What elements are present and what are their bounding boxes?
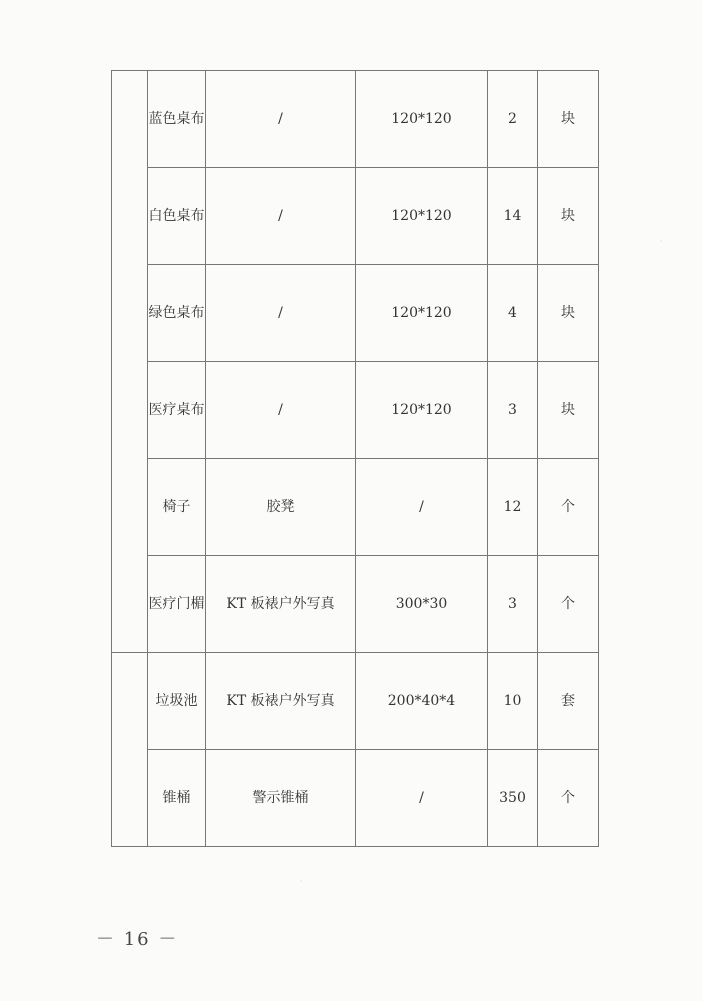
item-size-cell: / [356, 750, 488, 847]
group-cell [112, 362, 148, 459]
item-name-cell: 蓝色桌布 [148, 71, 206, 168]
group-cell [112, 556, 148, 653]
item-spec-cell: 胶凳 [206, 459, 356, 556]
item-name-cell: 垃圾池 [148, 653, 206, 750]
table-row [112, 750, 599, 847]
item-unit-cell: 块 [538, 362, 599, 459]
item-unit-cell: 个 [538, 750, 599, 847]
item-spec-cell: KT 板裱户外写真 [206, 653, 356, 750]
item-name-cell: 医疗桌布 [148, 362, 206, 459]
group-cell [112, 750, 148, 847]
group-cell [112, 265, 148, 362]
item-qty-cell: 4 [488, 265, 538, 362]
item-unit-cell: 块 [538, 265, 599, 362]
item-size-cell: 120*120 [356, 71, 488, 168]
item-spec-cell: / [206, 168, 356, 265]
page-number: － 16 － [96, 929, 179, 950]
item-qty-cell: 12 [488, 459, 538, 556]
table-row [112, 556, 599, 653]
item-unit-cell: 个 [538, 556, 599, 653]
item-size-cell: / [356, 459, 488, 556]
item-name-cell: 锥桶 [148, 750, 206, 847]
item-name-cell: 椅子 [148, 459, 206, 556]
item-qty-cell: 3 [488, 556, 538, 653]
item-qty-cell: 10 [488, 653, 538, 750]
table-row [112, 459, 599, 556]
item-unit-cell: 套 [538, 653, 599, 750]
item-name-cell: 医疗门楣 [148, 556, 206, 653]
table-row [112, 71, 599, 168]
item-qty-cell: 3 [488, 362, 538, 459]
item-unit-cell: 块 [538, 168, 599, 265]
item-spec-cell: 警示锥桶 [206, 750, 356, 847]
table-row [112, 168, 599, 265]
item-spec-cell: / [206, 265, 356, 362]
group-cell [112, 71, 148, 168]
item-size-cell: 200*40*4 [356, 653, 488, 750]
item-size-cell: 120*120 [356, 362, 488, 459]
group-cell [112, 168, 148, 265]
item-spec-cell: KT 板裱户外写真 [206, 556, 356, 653]
item-spec-cell: / [206, 71, 356, 168]
item-unit-cell: 块 [538, 71, 599, 168]
item-size-cell: 300*30 [356, 556, 488, 653]
table-row [112, 653, 599, 750]
item-qty-cell: 14 [488, 168, 538, 265]
item-size-cell: 120*120 [356, 168, 488, 265]
item-qty-cell: 2 [488, 71, 538, 168]
table-row [112, 265, 599, 362]
materials-table [111, 70, 599, 847]
item-name-cell: 绿色桌布 [148, 265, 206, 362]
item-size-cell: 120*120 [356, 265, 488, 362]
group-cell [112, 459, 148, 556]
item-qty-cell: 350 [488, 750, 538, 847]
item-name-cell: 白色桌布 [148, 168, 206, 265]
group-cell [112, 653, 148, 750]
item-spec-cell: / [206, 362, 356, 459]
table-row [112, 362, 599, 459]
item-unit-cell: 个 [538, 459, 599, 556]
